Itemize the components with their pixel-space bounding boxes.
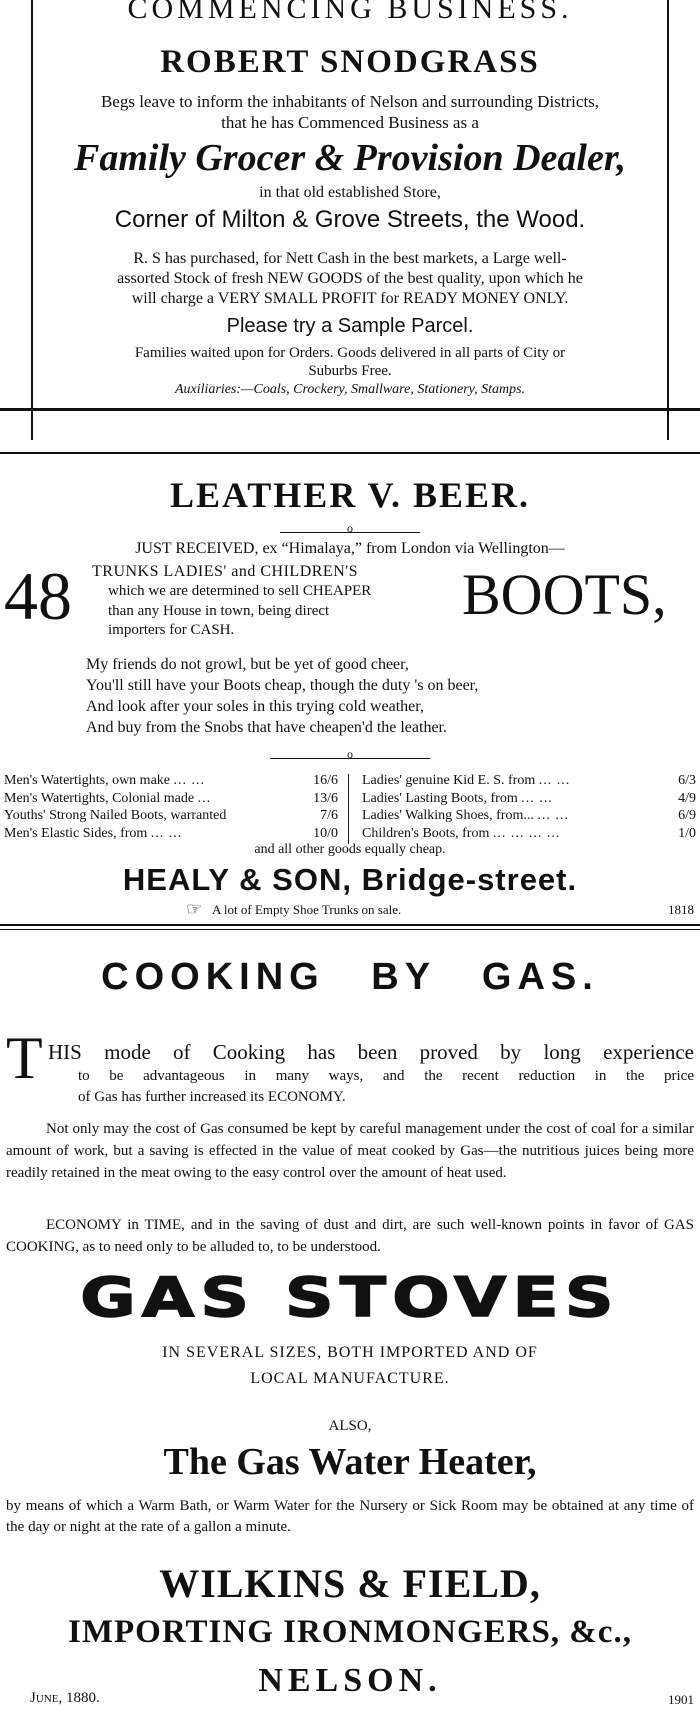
price-row: Children's Boots, from ... ... ... ... 1/0 <box>362 825 696 841</box>
ad1-families-line2: Suburbs Free. <box>308 363 392 379</box>
ad1-auxiliaries: Auxiliaries:—Coals, Crockery, Smallware, Stationery, Stamps. <box>174 382 526 397</box>
price-row: Ladies' genuine Kid E. S. from ... ... 6/3 <box>362 773 696 788</box>
ad2-ornament-2: o <box>347 747 353 761</box>
poem-line: My friends do not growl, but be yet of good cheer, <box>86 656 409 673</box>
ad1-body-line3: will charge a VERY SMALL PROFIT for READY MONEY ONLY. <box>131 290 569 307</box>
ad2-trunks: TRUNKS LADIES' and CHILDREN'S <box>92 563 359 580</box>
ad1-body-line2: assorted Stock of fresh NEW GOODS of the best quality, upon which he <box>117 270 583 287</box>
ad3-stoves: GAS STOVES <box>80 1266 620 1329</box>
ad2-desc-line2: than any House in town, being direct <box>108 603 330 619</box>
price-row: Men's Elastic Sides, from ... ... 10/0 <box>4 825 338 841</box>
ad3-trade: IMPORTING IRONMONGERS, &c., <box>68 1614 632 1650</box>
ad3-p1-line1: HIS mode of Cooking has been proved by long experience <box>48 1040 694 1064</box>
ad2-trunks-note: A lot of Empty Shoe Trunks on sale. <box>212 902 402 917</box>
ad3-heater-desc: by means of which a Warm Bath, or Warm Water for the Nursery or Sick Room may be obtained at any time of the day or night at the rate of a gallon a minute. <box>6 1498 694 1535</box>
section-divider-2b <box>0 929 700 930</box>
price-list-right <box>362 772 696 842</box>
ad2-ref: 1818 <box>668 902 694 917</box>
ad1-families-line1: Families waited upon for Orders. Goods delivered in all parts of City or <box>134 345 566 361</box>
ad3-heater: The Gas Water Heater, <box>163 1441 537 1483</box>
ad3-firm: WILKINS & FIELD, <box>159 1561 541 1606</box>
ad2-desc-line3: importers for CASH. <box>108 622 235 638</box>
ad3-date: June, 1880. <box>30 1690 100 1706</box>
ad1-name: ROBERT SNODGRASS <box>160 44 540 80</box>
ad2-boots: BOOTS, <box>462 562 667 627</box>
price-row: Ladies' Walking Shoes, from... ... ... 6/9 <box>362 808 696 823</box>
ad1-intro-line1: Begs leave to inform the inhabitants of Nelson and surrounding Districts, <box>100 92 600 111</box>
ad3-ref: 1901 <box>668 1692 694 1707</box>
ad2-firm: HEALY & SON, Bridge-street. <box>122 862 578 897</box>
poem-line: And look after your soles in this trying cold weather, <box>86 698 424 715</box>
ad2-all-other: and all other goods equally cheap. <box>254 842 446 857</box>
ad1-store: in that old established Store, <box>259 184 441 201</box>
ad2-desc-line1: which we are determined to sell CHEAPER <box>108 583 372 599</box>
ad2-heading: LEATHER V. BEER. <box>169 475 531 515</box>
poem-line: You'll still have your Boots cheap, though the duty 's on beer, <box>86 677 479 694</box>
ad3-p2: Not only may the cost of Gas consumed be kept by careful management under the cost of coal for a similar amount of work, but a saving is effected in the value of meat cooked by Gas—the nutritious juices being more readily retained in the meat owing to the easy control over the amount of heat used. <box>6 1121 694 1181</box>
ad3-heading: COOKING BY GAS. <box>101 956 599 998</box>
price-list-left <box>4 772 338 842</box>
ad3-sizes-line2: LOCAL MANUFACTURE. <box>250 1370 450 1387</box>
ad3-p3: ECONOMY in TIME, and in the saving of dust and dirt, are such well-known points in favor of GAS COOKING, as to need only to be alluded to, to be understood. <box>6 1217 694 1255</box>
ad1-address: Corner of Milton & Grove Streets, the Wood. <box>114 206 586 233</box>
ad2-poem <box>86 654 478 738</box>
price-list-divider <box>348 774 349 844</box>
ad3-drop-cap: T <box>6 1025 43 1091</box>
price-row: Men's Watertights, Colonial made ... 13/6 <box>4 790 338 806</box>
ad2-number: 48 <box>4 558 72 634</box>
section-divider-1 <box>0 452 700 454</box>
ad3-town: NELSON. <box>258 1662 442 1699</box>
ad3-sizes-line1: IN SEVERAL SIZES, BOTH IMPORTED AND OF <box>162 1344 538 1361</box>
ad3-p1-line3: of Gas has further increased its ECONOMY. <box>78 1089 346 1105</box>
ad1-bottom-rule <box>0 408 700 411</box>
price-row: Youths' Strong Nailed Boots, warranted 7/6 <box>4 808 338 823</box>
section-divider-2a <box>0 924 700 926</box>
ad3-also: ALSO, <box>328 1418 372 1434</box>
ad1-body-line1: R. S has purchased, for Nett Cash in the best markets, a Large well- <box>133 250 567 267</box>
pointing-hand-icon: ☞ <box>186 899 203 919</box>
ad3-p1-line2: to be advantageous in many ways, and the recent reduction in the price <box>78 1068 694 1084</box>
price-row: Men's Watertights, own make ... ... 16/6 <box>4 773 338 788</box>
ad1-trade: Family Grocer & Provision Dealer, <box>73 137 627 179</box>
price-row: Ladies' Lasting Boots, from ... ... 4/9 <box>362 790 696 806</box>
ad2-received: JUST RECEIVED, ex “Himalaya,” from London via Wellington— <box>135 540 565 557</box>
poem-line: And buy from the Snobs that have cheapen'd the leather. <box>86 719 447 736</box>
ad2-ornament: o <box>347 521 353 535</box>
ad1-sample: Please try a Sample Parcel. <box>226 315 474 337</box>
ad1-heading: COMMENCING BUSINESS. <box>127 0 573 25</box>
ad1-intro-line2: that he has Commenced Business as a <box>221 113 479 132</box>
